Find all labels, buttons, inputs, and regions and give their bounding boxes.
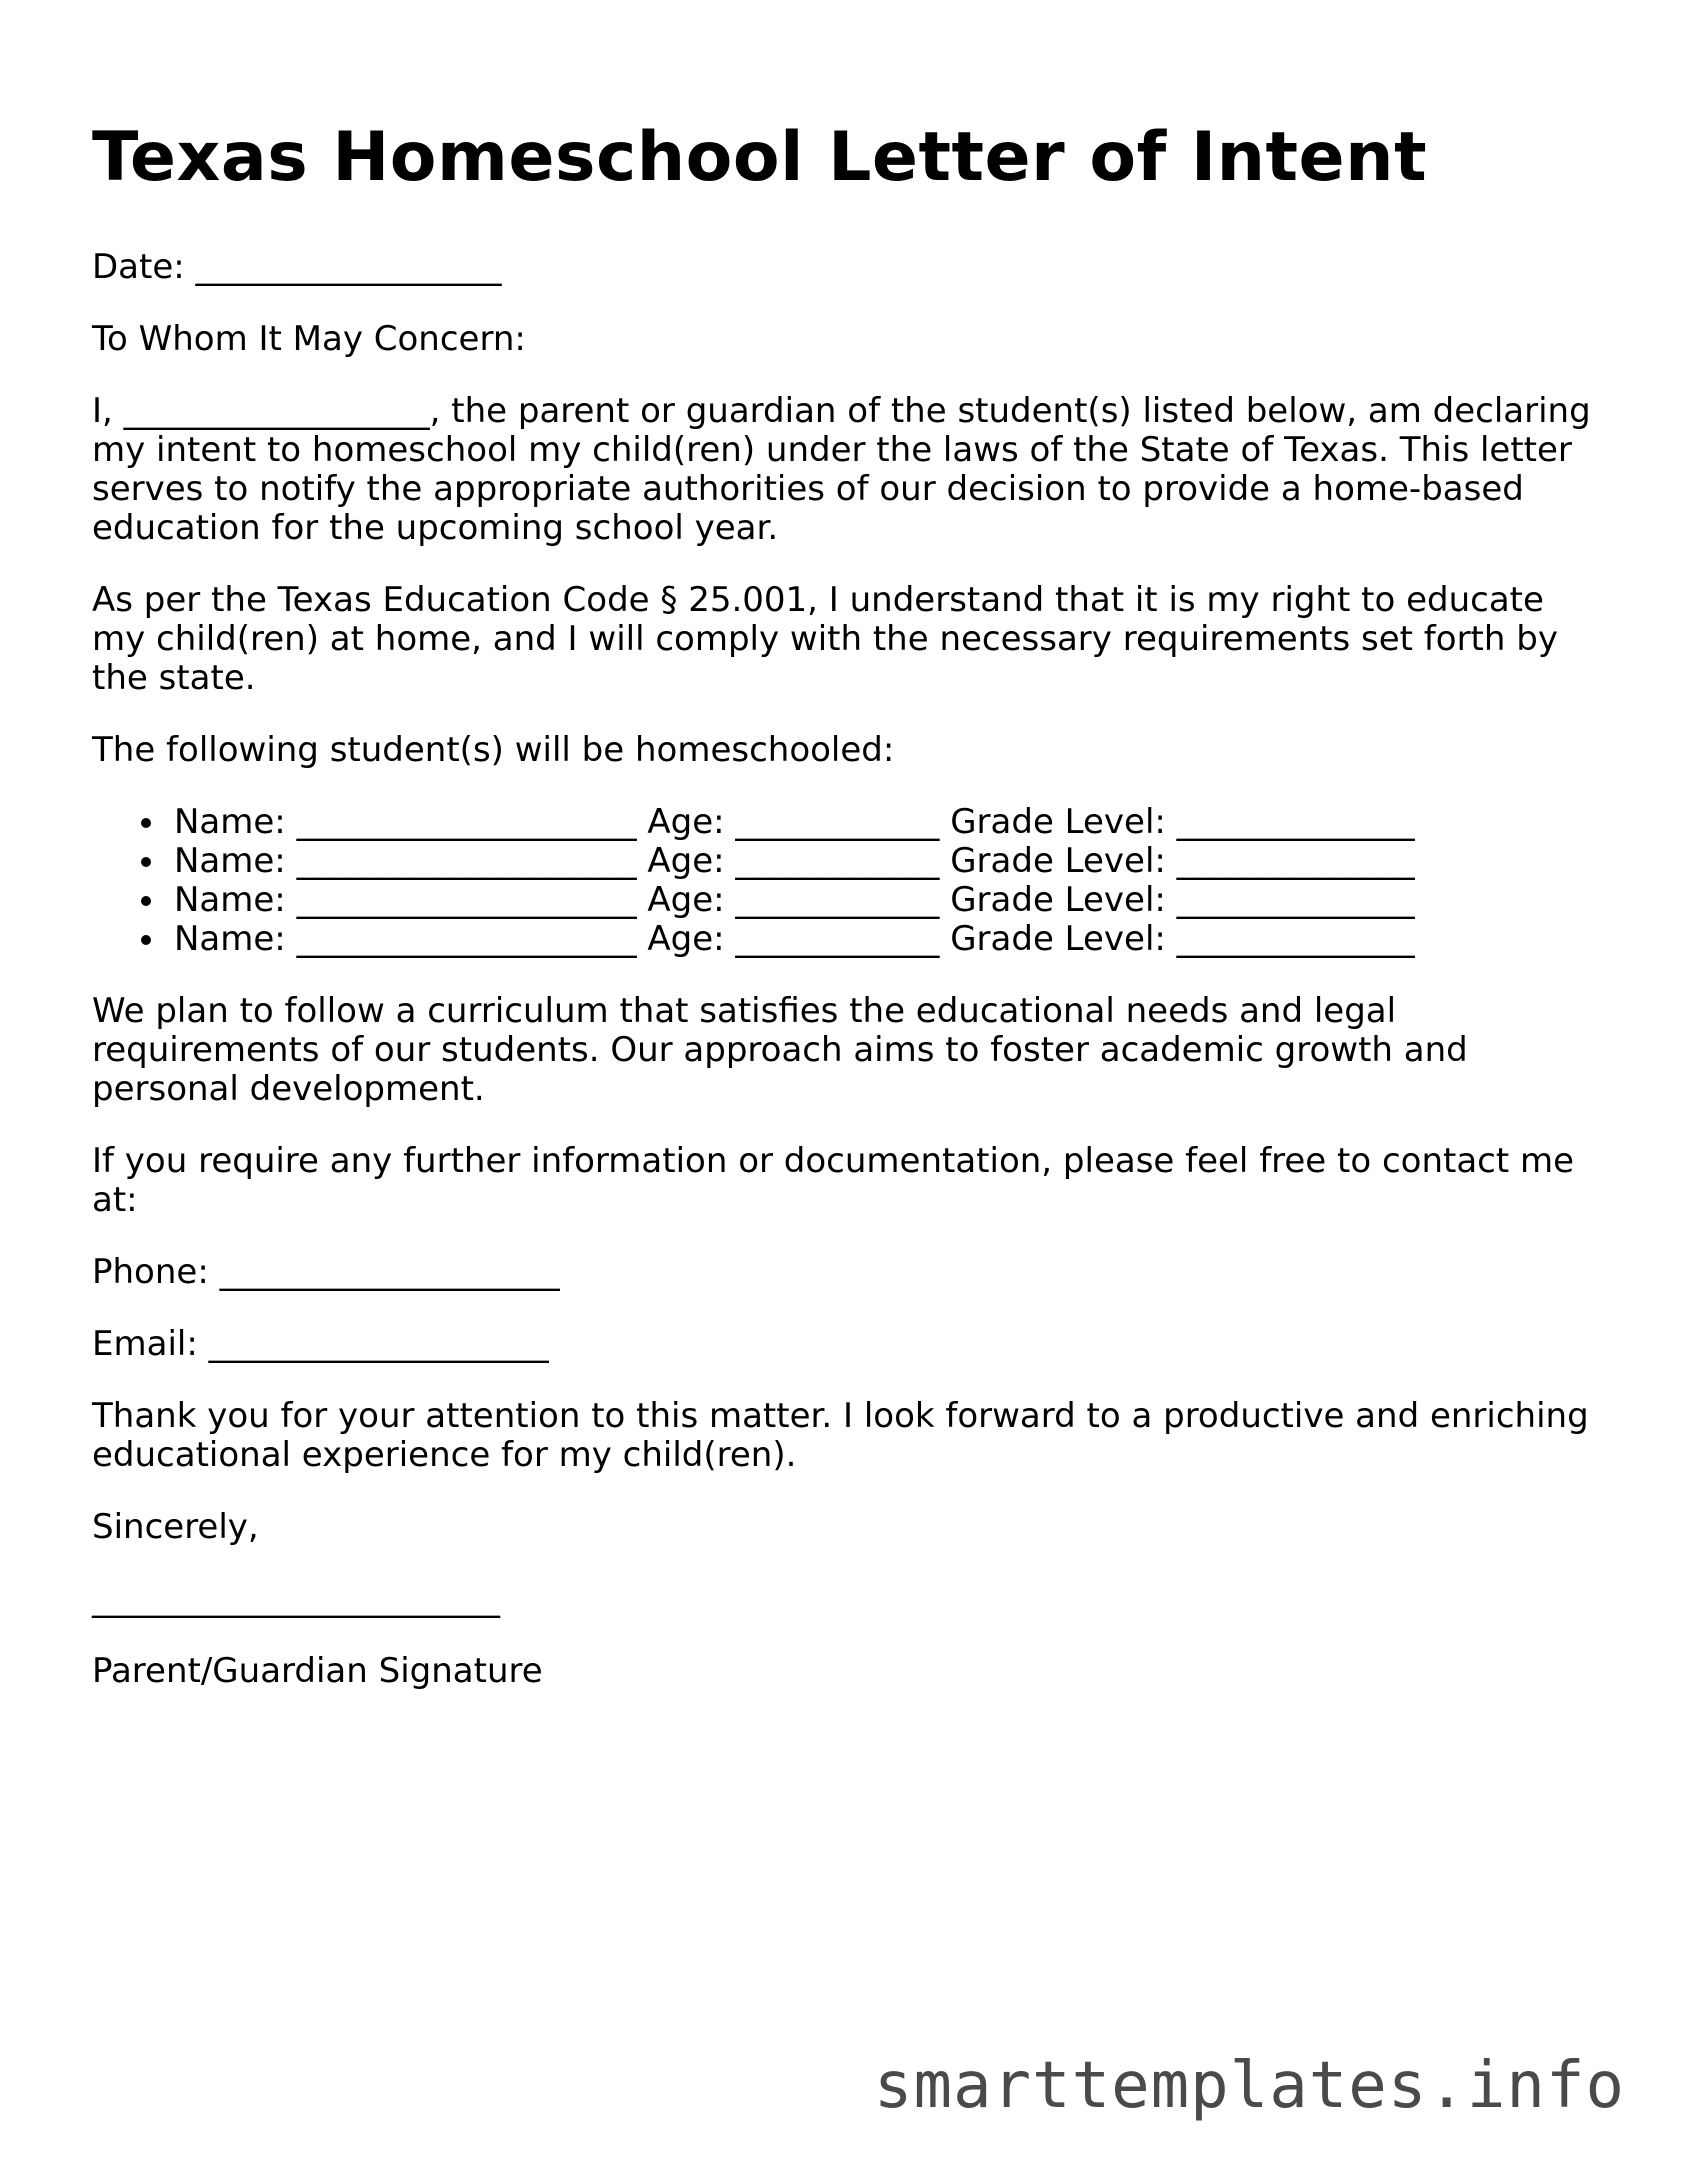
student-entry: Name: ____________________ Age: ____________ Grade Level: ______________ — [174, 802, 1415, 842]
student-entry: Name: ____________________ Age: ____________ Grade Level: ______________ — [174, 841, 1415, 881]
student-entry: Name: ____________________ Age: ____________ Grade Level: ______________ — [174, 880, 1415, 920]
student-list-item — [174, 881, 1602, 920]
curriculum-paragraph: We plan to follow a curriculum that satisfies the educational needs and legal requirements of our students. Our approach aims to foster academic growth and personal development. — [92, 991, 1468, 1109]
bullet-icon — [141, 857, 151, 867]
thanks-paragraph: Thank you for your attention to this matter. I look forward to a productive and enriching educational experience for my child(ren). — [92, 1396, 1589, 1475]
signature-line: ________________________ — [92, 1579, 500, 1619]
students-intro: The following student(s) will be homeschooled: — [92, 730, 895, 770]
phone-line: Phone: ____________________ — [92, 1252, 560, 1292]
student-list — [92, 803, 1602, 959]
student-list-item — [174, 920, 1602, 959]
closing: Sincerely, — [92, 1507, 259, 1547]
intent-paragraph: I, __________________, the parent or guardian of the student(s) listed below, am declaring my intent to homeschool my child(ren) under the laws of the State of Texas. This letter serves to notify the appropriate authorities of our decision to provide a home-based education for the upcoming school year. — [92, 391, 1591, 548]
watermark: smarttemplates.info — [873, 2049, 1625, 2123]
bullet-icon — [141, 896, 151, 906]
student-list-item — [174, 803, 1602, 842]
student-entry: Name: ____________________ Age: ____________ Grade Level: ______________ — [174, 919, 1415, 959]
contact-paragraph: If you require any further information or documentation, please feel free to contact me at: — [92, 1141, 1575, 1220]
email-line: Email: ____________________ — [92, 1324, 549, 1364]
date-line: Date: __________________ — [92, 247, 502, 287]
signature-label: Parent/Guardian Signature — [92, 1651, 543, 1691]
letter-page — [92, 112, 1602, 1691]
document-title: Texas Homeschool Letter of Intent — [92, 118, 1428, 197]
bullet-icon — [141, 935, 151, 945]
education-code-paragraph: As per the Texas Education Code § 25.001, I understand that it is my right to educate my child(ren) at home, and I will comply with the necessary requirements set forth by the state. — [92, 580, 1558, 698]
student-list-item — [174, 842, 1602, 881]
salutation: To Whom It May Concern: — [92, 319, 526, 359]
bullet-icon — [141, 818, 151, 828]
